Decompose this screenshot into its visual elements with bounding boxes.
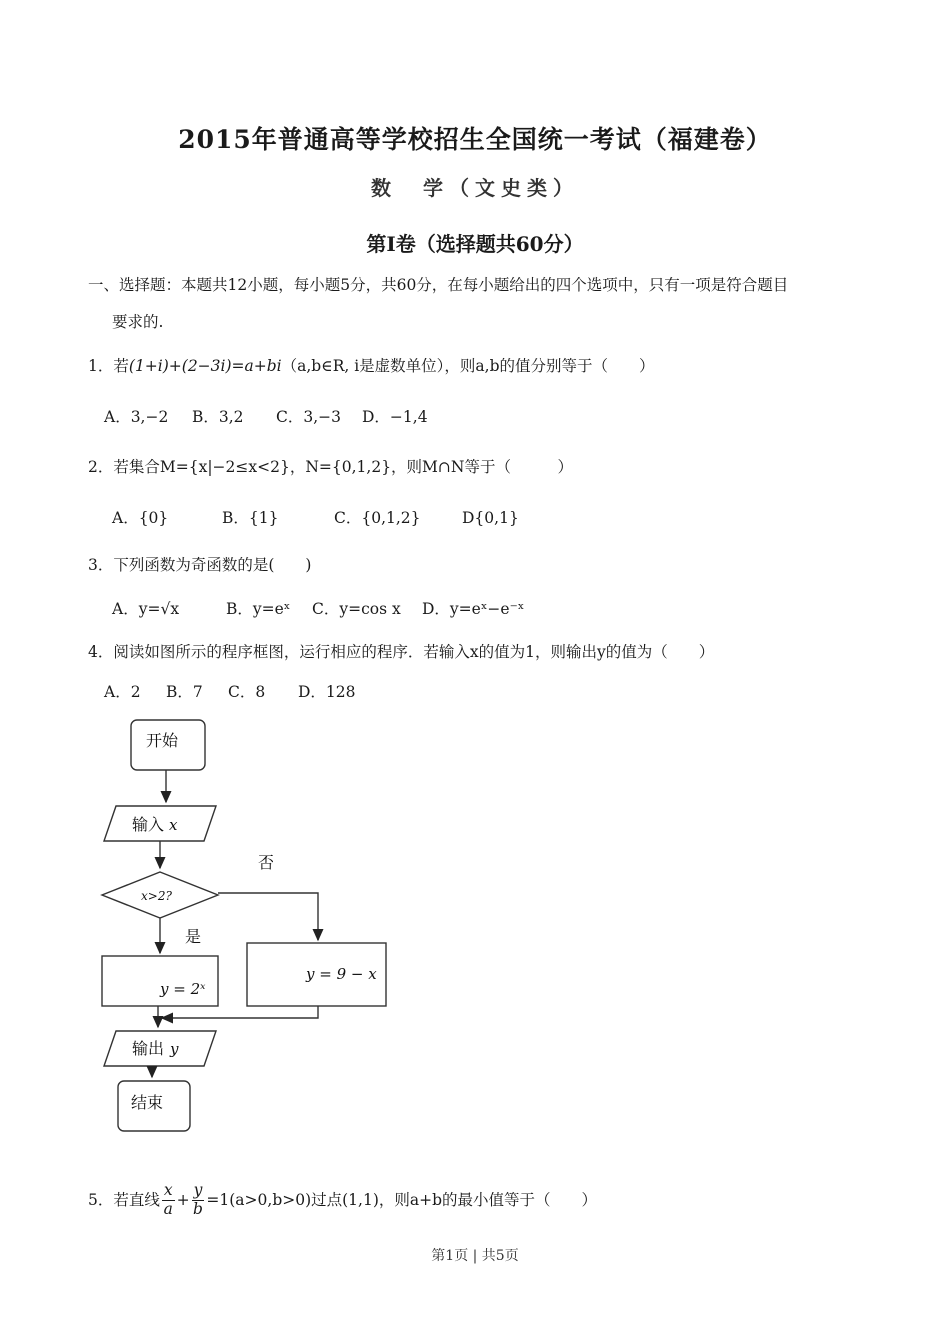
- flowchart-input-var: x: [169, 816, 178, 834]
- instructions-line-1: 一、选择题：本题共12小题，每小题5分，共60分，在每小题给出的四个选项中，只有一项是符合题目: [88, 276, 789, 294]
- question-number: 4．: [88, 643, 114, 661]
- question-stem: 若集合M={x|−2≤x<2}，N={0,1,2}，则M∩N等于（ ）: [113, 458, 573, 476]
- option-a[interactable]: A．{0}: [112, 509, 169, 527]
- flowchart-decision-label: x>2?: [141, 889, 172, 903]
- option-c[interactable]: C．8: [228, 683, 266, 701]
- question-condition: （a,b∈R, i是虚数单位），则a,b的值分别等于（ ）: [281, 357, 655, 375]
- flowchart-output-var: y: [170, 1040, 179, 1058]
- question-5: 5． 若直线 $\frac{x}{a}$ + $\frac{y}{b}$ =1(a>0,b>0)过点(1,1)，则a+b的最小值等于（ ）: [88, 1181, 598, 1218]
- fraction-denominator: b: [193, 1199, 203, 1218]
- exam-title: 2015年普通高等学校招生全国统一考试（福建卷）: [178, 125, 772, 154]
- question-number: 1．: [88, 357, 114, 375]
- option-c[interactable]: C．y=cos x: [312, 600, 401, 618]
- flowchart-output-label: 输出: [132, 1039, 165, 1058]
- question-stem: 下列函数为奇函数的是( ): [113, 556, 312, 574]
- flow-arrow-no: [218, 893, 318, 940]
- exam-subtitle: 数 学（文史类）: [371, 176, 579, 200]
- instructions-line-2: 要求的.: [112, 313, 164, 331]
- complex-expression: (1+i)+(2−3i)=a+bi: [128, 357, 282, 375]
- fraction-numerator: y: [193, 1181, 203, 1199]
- option-c[interactable]: C．3,−3: [276, 408, 341, 426]
- option-c[interactable]: C．{0,1,2}: [334, 509, 421, 527]
- flowchart-input-label: 输入: [132, 815, 165, 834]
- fraction-denominator: a: [163, 1199, 173, 1218]
- option-a[interactable]: A．3,−2: [104, 408, 169, 426]
- option-d[interactable]: D．−1,4: [362, 408, 428, 426]
- flow-arrow-merge: [162, 1006, 318, 1018]
- option-b[interactable]: B．3,2: [192, 408, 244, 426]
- option-d[interactable]: D{0,1}: [462, 509, 519, 527]
- fraction-numerator: x: [163, 1181, 173, 1199]
- question-number: 2．: [88, 458, 114, 476]
- fraction-x-over-a: [162, 1182, 175, 1219]
- question-stem: 阅读如图所示的程序框图，运行相应的程序．若输入x的值为1，则输出y的值为（ ）: [113, 643, 715, 661]
- option-b[interactable]: B．{1}: [222, 509, 279, 527]
- option-a[interactable]: A．y=√x: [112, 600, 180, 618]
- fraction-y-over-b: [192, 1182, 205, 1219]
- page-footer: 第1页 | 共5页: [431, 1248, 519, 1264]
- flowchart-yes-label: 是: [185, 927, 202, 946]
- flowchart-yes-expression: y = 2ˣ: [160, 980, 206, 998]
- question-number: 5．: [88, 1191, 114, 1210]
- flowchart-no-label: 否: [258, 853, 275, 872]
- option-d[interactable]: D．y=eˣ−e⁻ˣ: [422, 600, 525, 618]
- option-a[interactable]: A．2: [104, 683, 141, 701]
- question-number: 3．: [88, 556, 114, 574]
- option-b[interactable]: B．7: [166, 683, 203, 701]
- flowchart-start-label: 开始: [146, 731, 179, 750]
- option-d[interactable]: D．128: [298, 683, 356, 701]
- flowchart-end-label: 结束: [131, 1093, 164, 1112]
- flowchart-no-expression: y = 9 − x: [306, 965, 377, 983]
- question-stem-rest: =1(a>0,b>0)过点(1,1)，则a+b的最小值等于（ ）: [206, 1191, 598, 1210]
- section-title: 第Ⅰ卷（选择题共60分）: [366, 232, 584, 256]
- option-b[interactable]: B．y=eˣ: [226, 600, 291, 618]
- question-stem-prefix: 若: [113, 357, 129, 375]
- question-stem-prefix: 若直线: [113, 1191, 160, 1210]
